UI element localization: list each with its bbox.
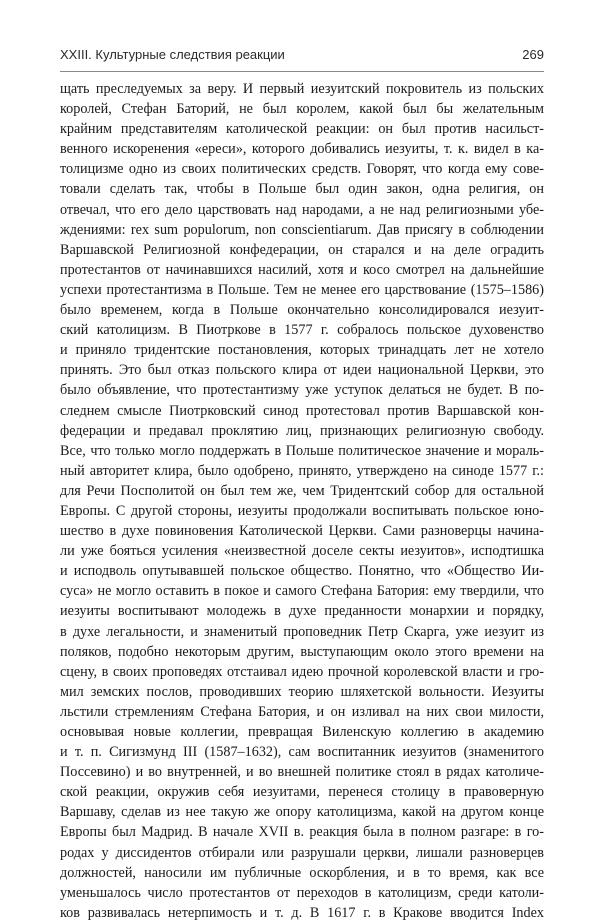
text-line: сцену, в своих проповедях отстаивал идею прочной королевской власти и гро- (60, 663, 544, 680)
chapter-title: XXIII. Культурные следствия реакции (60, 47, 285, 62)
text-line: Все, что только могло поддержать в Польше политическое значение и мораль- (60, 442, 544, 459)
text-line: королей, Стефан Баторий, не был королем, какой был бы желательным (60, 101, 544, 118)
text-line: было объявление, что протестантизму уже уступок делаться не будет. В по- (60, 382, 544, 399)
text-line: было временем, когда в Польше окончательно консолидировался иезуит- (60, 302, 544, 319)
text-line: товали сделать так, чтобы в Польше был один закон, одна религия, он (60, 181, 544, 198)
text-line: и приняло тридентские постановления, которых тринадцать лет не хотело (60, 342, 544, 359)
text-line: принять. Это был отказ польского клира от идеи национальной Церкви, это (60, 362, 544, 379)
text-line: уменьшалось число протестантов от переходов в католицизм, среди католи- (60, 884, 544, 901)
text-line: ский католицизм. В Пиотркове в 1577 г. собралось польское духовенство (60, 322, 544, 339)
text-line: суса» не могло оставить в покое и самого Стефана Батория: ему твердили, что (60, 583, 544, 600)
text-line: федерации и предавал проклятию лиц, признающих религиозную свободу. (60, 422, 544, 439)
page-number: 269 (522, 47, 544, 62)
text-line: Поссевино) и во внутренней, и во внешней политике стоял в рядах католиче- (60, 764, 544, 781)
text-line: щать преследуемых за веру. И первый иезуитский покровитель из польских (60, 81, 544, 97)
text-line: Европы был Мадрид. В начале XVII в. реакция была в полном разгаре: в го- (60, 824, 544, 841)
header-rule (60, 71, 544, 72)
text-line: основывая новые коллегии, превращая Виленскую коллегию в академию (60, 724, 544, 740)
text-line: и исподволь опутывавшей польское общество. Понятно, что «Общество Ии- (60, 563, 544, 580)
text-line: для Речи Посполитой он был тем же, чем Тридентский собор для остальной (60, 482, 544, 499)
text-line: шество в духе повиновения Католической Церкви. Сами разноверцы начина- (60, 523, 544, 540)
text-line: Европы. С другой стороны, иезуиты продолжали воспитывать польское юно- (60, 502, 544, 519)
text-line: ли уже бояться усиления «неизвестной доселе секты иезуитов», исподтишка (60, 543, 544, 560)
text-line: поляков, подобно некоторым другим, выступающим около этого времени на (60, 643, 544, 660)
text-line: ков развивалась нетерпимость и т. д. В 1617 г. в Кракове вводится Index (60, 904, 544, 921)
text-line: должностей, наносили им публичные оскорбления, и в то время, как все (60, 864, 544, 881)
text-line: крайним представителям католической реакции: он был против насильст- (60, 121, 544, 138)
text-line: ждениями: rex sum populorum, non conscientiarum. Дав присягу в соблюдении (60, 221, 544, 238)
text-line: венного искоренения «ереси», которого добивались иезуиты, т. к. видел в ка- (60, 141, 544, 158)
text-line: и т. п. Сигизмунд III (1587–1632), сам воспитанник иезуитов (знаменитого (60, 744, 544, 761)
text-line: успехи протестантизма в Польше. Тем не менее его царствование (1575–1586) (60, 281, 544, 298)
text-line: ской реакции, окружив себя иезуитами, перенеся столицу в правоверную (60, 784, 544, 801)
body-text (60, 79, 544, 923)
text-line: в духе легальности, и знаменитый проповедник Петр Скарга, уже иезуит из (60, 623, 544, 640)
text-line: протестантов от начинавшихся насилий, хотя и косо смотрел на дальнейшие (60, 261, 544, 278)
text-line: Варшаву, сделав из нее такую же опору католицизма, какой на другом конце (60, 804, 544, 821)
text-line: льстили стремлениям Стефана Батория, и он изливал на них свои милости, (60, 703, 544, 720)
text-line: родах у диссидентов отбирали или разрушали церкви, лишали разноверцев (60, 844, 544, 861)
text-line: ный авторитет клира, было одобрено, принято, утверждено на синоде 1577 г.: (60, 462, 544, 479)
text-line: отвечал, что его дело царствовать над народами, а не над религиозными убе- (60, 201, 544, 218)
text-line: мил земских послов, проводивших теорию шляхетской вольности. Иезуиты (60, 683, 544, 700)
running-head (60, 47, 544, 67)
text-line: следнем смысле Пиотрковский синод протестовал против Варшавской кон- (60, 402, 544, 419)
text-line: иезуиты воспитывают молодежь в духе преданности монархии и порядку, (60, 603, 544, 620)
text-line: толицизме одно из своих политических средств. Говорят, что когда ему сове- (60, 161, 544, 178)
text-line: Варшавской Религиозной конфедерации, он старался и на деле оградить (60, 241, 544, 258)
